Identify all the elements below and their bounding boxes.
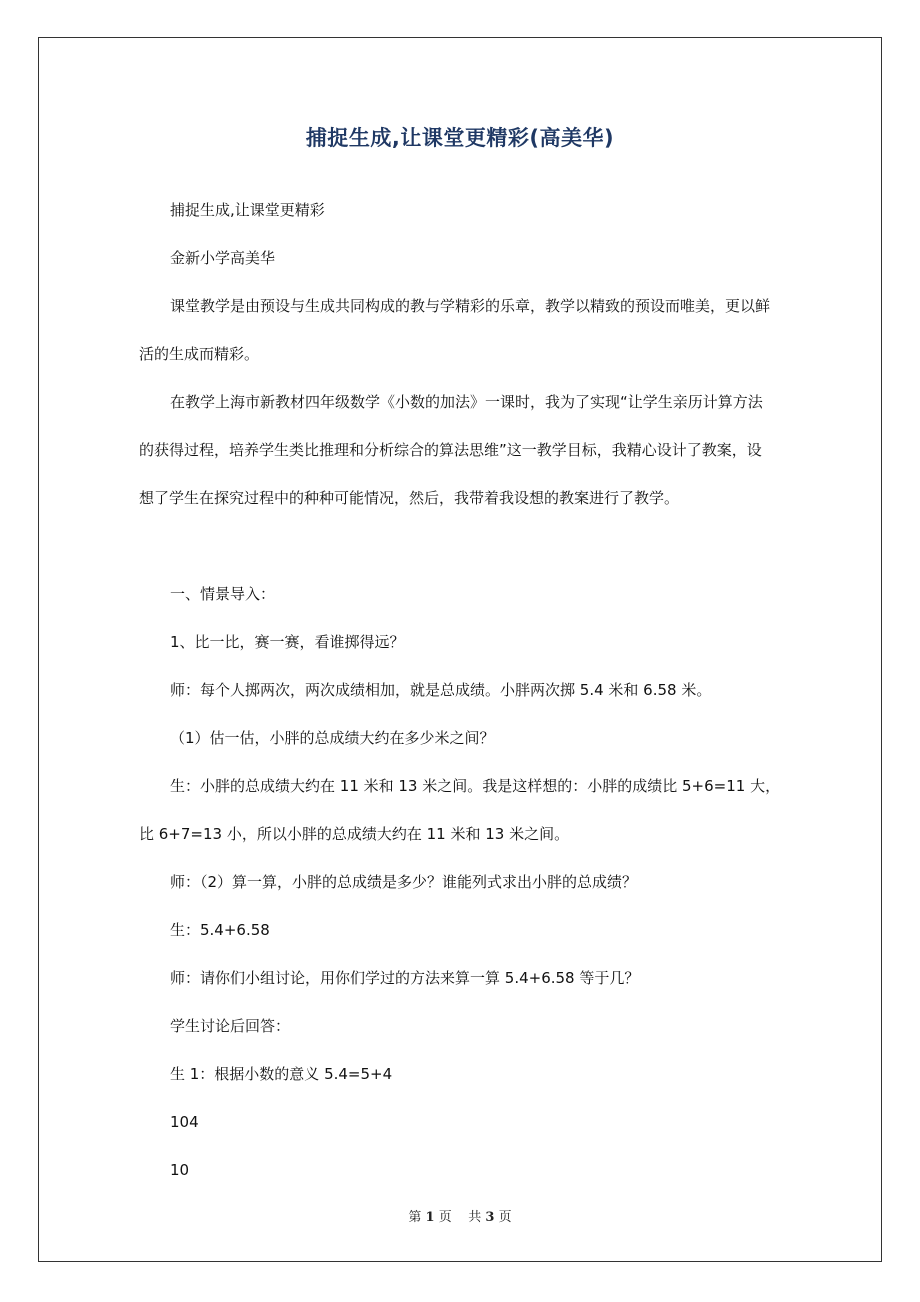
paragraph-line: 学生讨论后回答： bbox=[170, 1017, 291, 1035]
subtitle-line: 捕捉生成,让课堂更精彩 bbox=[170, 201, 325, 219]
paragraph-line: 师：请你们小组讨论，用你们学过的方法来算一算 5.4+6.58 等于几？ bbox=[170, 969, 640, 987]
paragraph-line: 课堂教学是由预设与生成共同构成的教与学精彩的乐章，教学以精致的预设而唯美，更以鲜 bbox=[170, 297, 771, 315]
page-prefix: 第 bbox=[408, 1210, 422, 1225]
paragraph-line: 师：（2）算一算，小胖的总成绩是多少？谁能列式求出小胖的总成绩？ bbox=[170, 873, 638, 891]
paragraph-line: 想了学生在探究过程中的种种可能情况，然后，我带着我设想的教案进行了教学。 bbox=[139, 489, 680, 507]
page-suffix: 页 bbox=[438, 1210, 452, 1225]
paragraph-line: 生 1：根据小数的意义 5.4=5+4 bbox=[170, 1065, 393, 1083]
page-footer bbox=[0, 1206, 920, 1225]
paragraph-line: 在教学上海市新教材四年级数学《小数的加法》一课时，我为了实现“让学生亲历计算方法 bbox=[170, 393, 763, 411]
paragraph-line: 104 bbox=[170, 1113, 199, 1131]
paragraph-line: 师：每个人掷两次，两次成绩相加，就是总成绩。小胖两次掷 5.4 米和 6.58 米。 bbox=[170, 681, 712, 699]
paragraph-line: （1）估一估，小胖的总成绩大约在多少米之间？ bbox=[170, 729, 495, 747]
page-number: 1 bbox=[425, 1210, 435, 1225]
document-title: 捕捉生成,让课堂更精彩(高美华) bbox=[305, 126, 615, 150]
paragraph-line: 比 6+7=13 小，所以小胖的总成绩大约在 11 米和 13 米之间。 bbox=[139, 825, 570, 843]
paragraph-line: 的获得过程，培养学生类比推理和分析综合的算法思维”这一教学目标，我精心设计了教案，设 bbox=[139, 441, 762, 459]
section-heading: 一、情景导入： bbox=[170, 585, 276, 603]
total-suffix: 页 bbox=[498, 1210, 512, 1225]
paragraph-line: 活的生成而精彩。 bbox=[139, 345, 260, 363]
total-pages: 3 bbox=[485, 1210, 495, 1225]
paragraph-line: 生：5.4+6.58 bbox=[170, 921, 270, 939]
total-prefix: 共 bbox=[468, 1210, 482, 1225]
author-line: 金新小学高美华 bbox=[170, 249, 276, 267]
paragraph-line: 生：小胖的总成绩大约在 11 米和 13 米之间。我是这样想的：小胖的成绩比 5+6=11 大， bbox=[170, 777, 781, 795]
paragraph-line: 1、比一比，赛一赛，看谁掷得远？ bbox=[170, 633, 405, 651]
paragraph-line: 10 bbox=[170, 1161, 190, 1179]
